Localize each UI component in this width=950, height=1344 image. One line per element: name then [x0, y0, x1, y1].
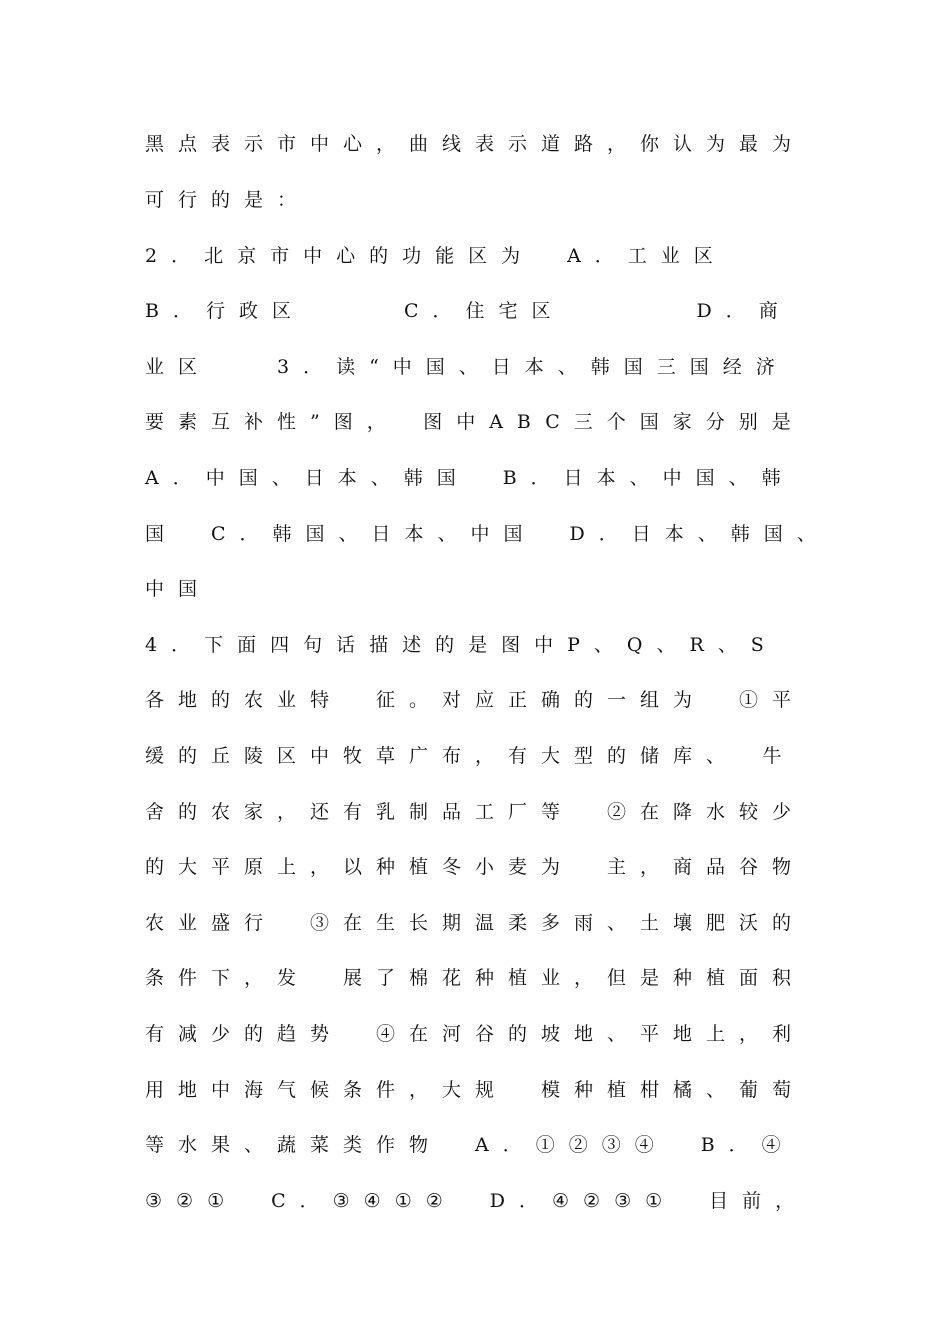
text-line: 2．北京市中心的功能区为 A．工业区: [145, 245, 727, 267]
text-line: 可行的是：: [145, 189, 311, 211]
text-line: 黑点表示市中心，曲线表示道路，你认为最为: [145, 133, 806, 155]
text-line: 要素互补性”图， 图中ABC三个国家分别是: [145, 411, 805, 433]
text-line: 4．下面四句话描述的是图中P、Q、R、S: [145, 634, 778, 656]
text-line: 各地的农业特 征。对应正确的一组为 ①平: [145, 689, 806, 711]
text-line: 国 C．韩国、日本、中国 D．日本、韩国、: [145, 523, 830, 545]
text-line: 条件下，发 展了棉花种植业，但是种植面积: [145, 967, 806, 989]
text-line: 农业盛行 ③在生长期温柔多雨、土壤肥沃的: [145, 912, 806, 934]
text-line: A．中国、日本、韩国 B．日本、中国、韩: [145, 467, 795, 489]
text-line: 等水果、蔬菜类作物 A．①②③④ B．④: [145, 1134, 795, 1156]
text-line: B．行政区 C．住宅区 D．商: [145, 300, 792, 322]
text-line: 中国: [145, 578, 212, 600]
text-line: 业区 3．读“中国、日本、韩国三国经济: [145, 356, 789, 378]
text-line: ③②① C．③④①② D．④②③① 目前，: [145, 1190, 809, 1212]
text-line: 的大平原上，以种植冬小麦为 主，商品谷物: [145, 856, 806, 878]
text-line: 缓的丘陵区中牧草广布，有大型的储库、 牛: [145, 745, 796, 767]
text-line: 有减少的趋势 ④在河谷的坡地、平地上，利: [145, 1023, 806, 1045]
text-line: 舍的农家，还有乳制品工厂等 ②在降水较少: [145, 801, 806, 823]
text-line: 用地中海气候条件，大规 模种植柑橘、葡萄: [145, 1079, 806, 1101]
